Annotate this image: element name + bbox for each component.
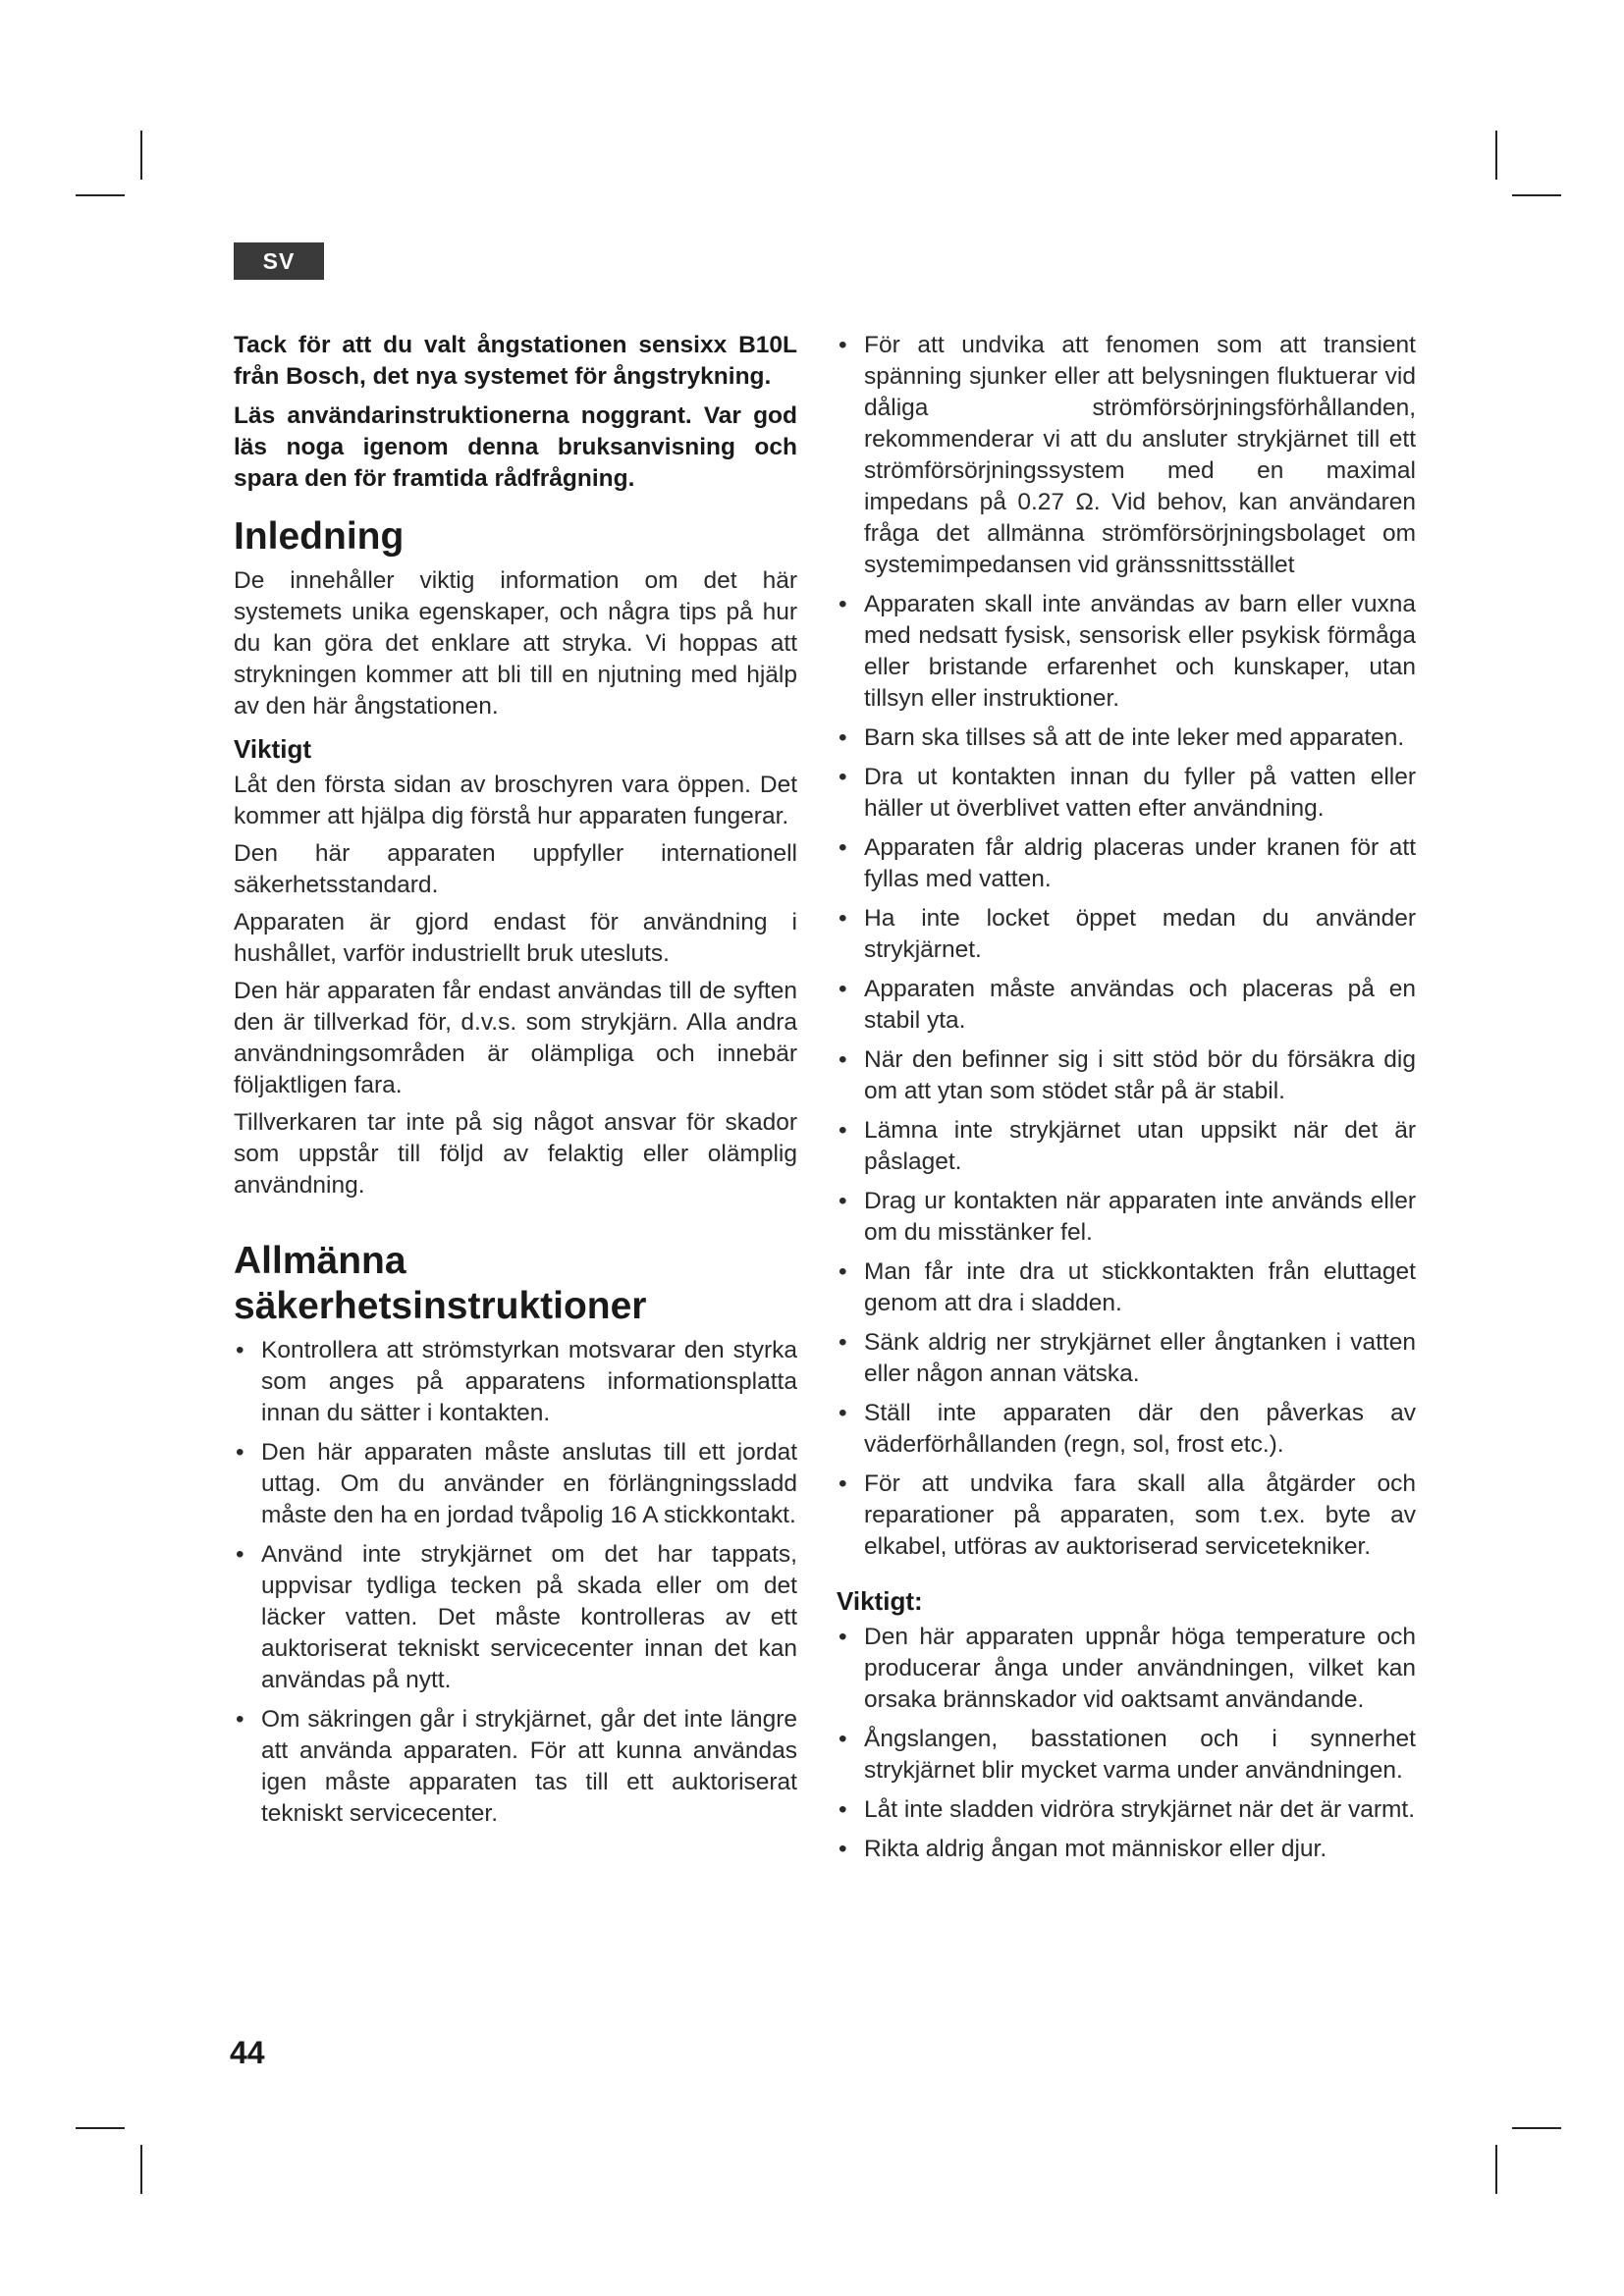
list-item: • Rikta aldrig ångan mot människor eller djur. [837, 1834, 1416, 1865]
crop-mark [1495, 2145, 1497, 2194]
list-item: • Lämna inte strykjärnet utan uppsikt när det är påslaget. [837, 1115, 1416, 1178]
left-column [234, 330, 797, 1838]
important-paragraph: Låt den första sidan av broschyren vara öppen. Det kommer att hjälpa dig förstå hur apparaten fungerar. [234, 772, 797, 829]
list-item: • Drag ur kontakten när apparaten inte används eller om du misstänker fel. [837, 1186, 1416, 1249]
list-item: • Man får inte dra ut stickkontakten från eluttaget genom att dra i sladden. [837, 1256, 1416, 1319]
list-item: • Den här apparaten uppnår höga temperature och producerar ånga under användningen, vilket kan orsaka brännskador vid oaktsamt användande. [837, 1622, 1416, 1716]
list-item: • Dra ut kontakten innan du fyller på vatten eller häller ut överblivet vatten efter användning. [837, 762, 1416, 825]
crop-mark [1512, 2127, 1561, 2129]
list-item: • När den befinner sig i sitt stöd bör du försäkra dig om att ytan som stödet står på är stabil. [837, 1044, 1416, 1107]
right-column [837, 330, 1416, 1873]
important-heading: Viktigt [234, 734, 311, 764]
intro-thanks: Tack för att du valt ångstationen sensixx B10L från Bosch, det nya systemet för ångstrykning. [234, 332, 797, 390]
list-item: • Apparaten får aldrig placeras under kranen för att fyllas med vatten. [837, 832, 1416, 895]
crop-mark [140, 2145, 142, 2194]
list-item: • Använd inte strykjärnet om det har tappats, uppvisar tydliga tecken på skada eller om det läcker vatten. Det måste kontrolleras av ett auktoriserat tekniskt servicecenter innan det kan användas på nytt. [234, 1539, 797, 1696]
list-item: • Om säkringen går i strykjärnet, går det inte längre att använda apparaten. För att kunna användas igen måste apparaten tas till ett auktoriserat tekniskt servicecenter. [234, 1704, 797, 1830]
intro-text: De innehåller viktig information om det här systemets unika egenskaper, och några tips på hur du kan göra det enklare att stryka. Vi hoppas att strykningen kommer att bli till en njutning med hjälp av den här ångstationen. [234, 567, 797, 720]
safety-heading-line1: Allmänna [234, 1240, 406, 1282]
crop-mark [76, 194, 125, 196]
list-item: • Ställ inte apparaten där den påverkas av väderförhållanden (regn, sol, frost etc.). [837, 1398, 1416, 1461]
crop-mark [140, 131, 142, 180]
list-item: • Sänk aldrig ner strykjärnet eller ångtanken i vatten eller någon annan vätska. [837, 1327, 1416, 1390]
crop-mark [76, 2127, 125, 2129]
safety-heading-line2: säkerhetsinstruktioner [234, 1285, 647, 1327]
language-badge: SV [234, 242, 324, 280]
list-item: • Den här apparaten måste anslutas till ett jordat uttag. Om du använder en förlängningssladd måste den ha en jordad tvåpolig 16 A stickkontakt. [234, 1437, 797, 1531]
list-item: • För att undvika fara skall alla åtgärder och reparationer på apparaten, som t.ex. byte av elkabel, utföras av auktoriserad servicetekniker. [837, 1468, 1416, 1563]
important-paragraph: Apparaten är gjord endast för användning i hushållet, varför industriellt bruk utesluts. [234, 909, 797, 967]
intro-read-instructions: Läs användarinstruktionerna noggrant. Var god läs noga igenom denna bruksanvisning och spara den för framtida rådfrågning. [234, 402, 797, 492]
important-paragraph: Den här apparaten får endast användas till de syften den är tillverkad för, d.v.s. som strykjärn. Alla andra användningsområden är olämpliga och innebär följaktligen fara. [234, 978, 797, 1098]
intro-heading: Inledning [234, 515, 405, 558]
safety-list-right [837, 330, 1416, 1563]
safety-heading [234, 1239, 797, 1329]
important-paragraph: Den här apparaten uppfyller internationell säkerhetsstandard. [234, 840, 797, 898]
important-paragraph: Tillverkaren tar inte på sig något ansvar för skador som uppstår till följd av felaktig eller olämplig användning. [234, 1109, 797, 1199]
crop-mark [1495, 131, 1497, 180]
safety-list-left [234, 1335, 797, 1830]
list-item: • Apparaten måste användas och placeras på en stabil yta. [837, 974, 1416, 1037]
crop-mark [1512, 194, 1561, 196]
important-warning-list [837, 1622, 1416, 1865]
list-item: • Låt inte sladden vidröra strykjärnet när det är varmt. [837, 1794, 1416, 1826]
list-item: • För att undvika att fenomen som att transient spänning sjunker eller att belysningen fluktuerar vid dåliga strömförsörjningsförhållanden, rekommenderar vi att du ansluter strykjärnet till ett strömförsörjningssystem med en maximal impedans på 0.27 Ω. Vid behov, kan användaren fråga det allmänna strömförsörjningsbolaget om systemimpedansen vid gränssnittsstället [837, 330, 1416, 581]
important-warning-heading: Viktigt: [837, 1586, 923, 1616]
list-item: • Ha inte locket öppet medan du använder strykjärnet. [837, 903, 1416, 966]
page-number: 44 [230, 2035, 265, 2070]
list-item: • Kontrollera att strömstyrkan motsvarar den styrka som anges på apparatens informationsplatta innan du sätter i kontakten. [234, 1335, 797, 1429]
list-item: • Apparaten skall inte användas av barn eller vuxna med nedsatt fysisk, sensorisk eller psykisk förmåga eller bristande erfarenhet och kunskaper, utan tillsyn eller instruktioner. [837, 589, 1416, 715]
list-item: • Ångslangen, basstationen och i synnerhet strykjärnet blir mycket varma under användningen. [837, 1724, 1416, 1787]
list-item: • Barn ska tillses så att de inte leker med apparaten. [837, 722, 1416, 754]
